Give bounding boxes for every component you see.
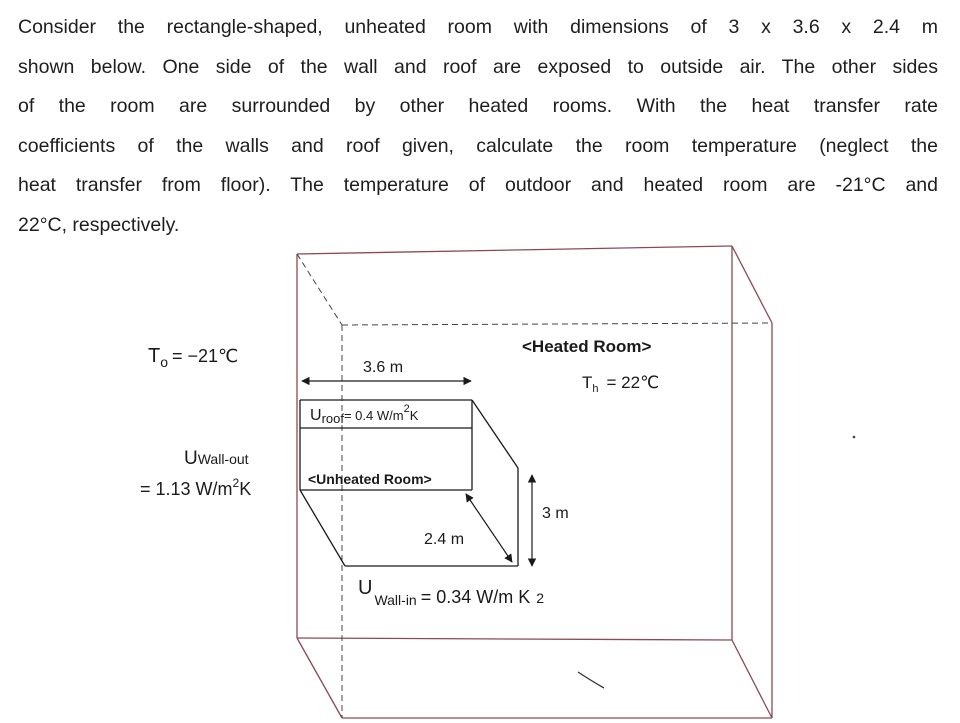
problem-line: coefficients of the walls and roof given, calculate the room temperature (neglect the [18, 134, 938, 157]
roof-u-label: Uroof= 0.4 $W/m^2_K$ [310, 403, 419, 426]
problem-line: of the room are surrounded by other heated rooms. With the heat transfer rate [18, 95, 938, 117]
problem-line: Consider the rectangle-shaped, unheated room with dimensions of 3 x 3.6 x 2.4 m [18, 16, 938, 38]
depth-dimension-arrow [466, 494, 512, 562]
problem-line: 22°C, respectively. [18, 213, 180, 236]
wall-out-u-value: = 1.13 $W/m^2K$ [140, 476, 252, 499]
wall-in-u-label: $U_{Wall-in} = 0.34$ W/m K 2 [358, 577, 545, 608]
problem-line: shown below. One side of the wall and roof are exposed to outside air. The other sides [18, 55, 938, 78]
pen-mark [578, 672, 604, 688]
heated-temp-label: $T_h$ = 22℃ [582, 373, 660, 395]
width-label: 3.6 m [363, 359, 404, 376]
pen-dot [853, 436, 856, 439]
depth-label: 2.4 m [424, 531, 465, 548]
problem-line: heat transfer from floor). The temperature of outdoor and heated room are -21°C and [18, 174, 938, 196]
heated-room-label: <Heated Room> [522, 337, 652, 356]
height-label: 3 m [542, 505, 569, 522]
outdoor-temp-label: $T_o$ = −21℃ [148, 345, 239, 370]
wall-out-u-label: UWall-out [184, 448, 249, 469]
unheated-room-label: <Unheated Room> [308, 471, 432, 487]
